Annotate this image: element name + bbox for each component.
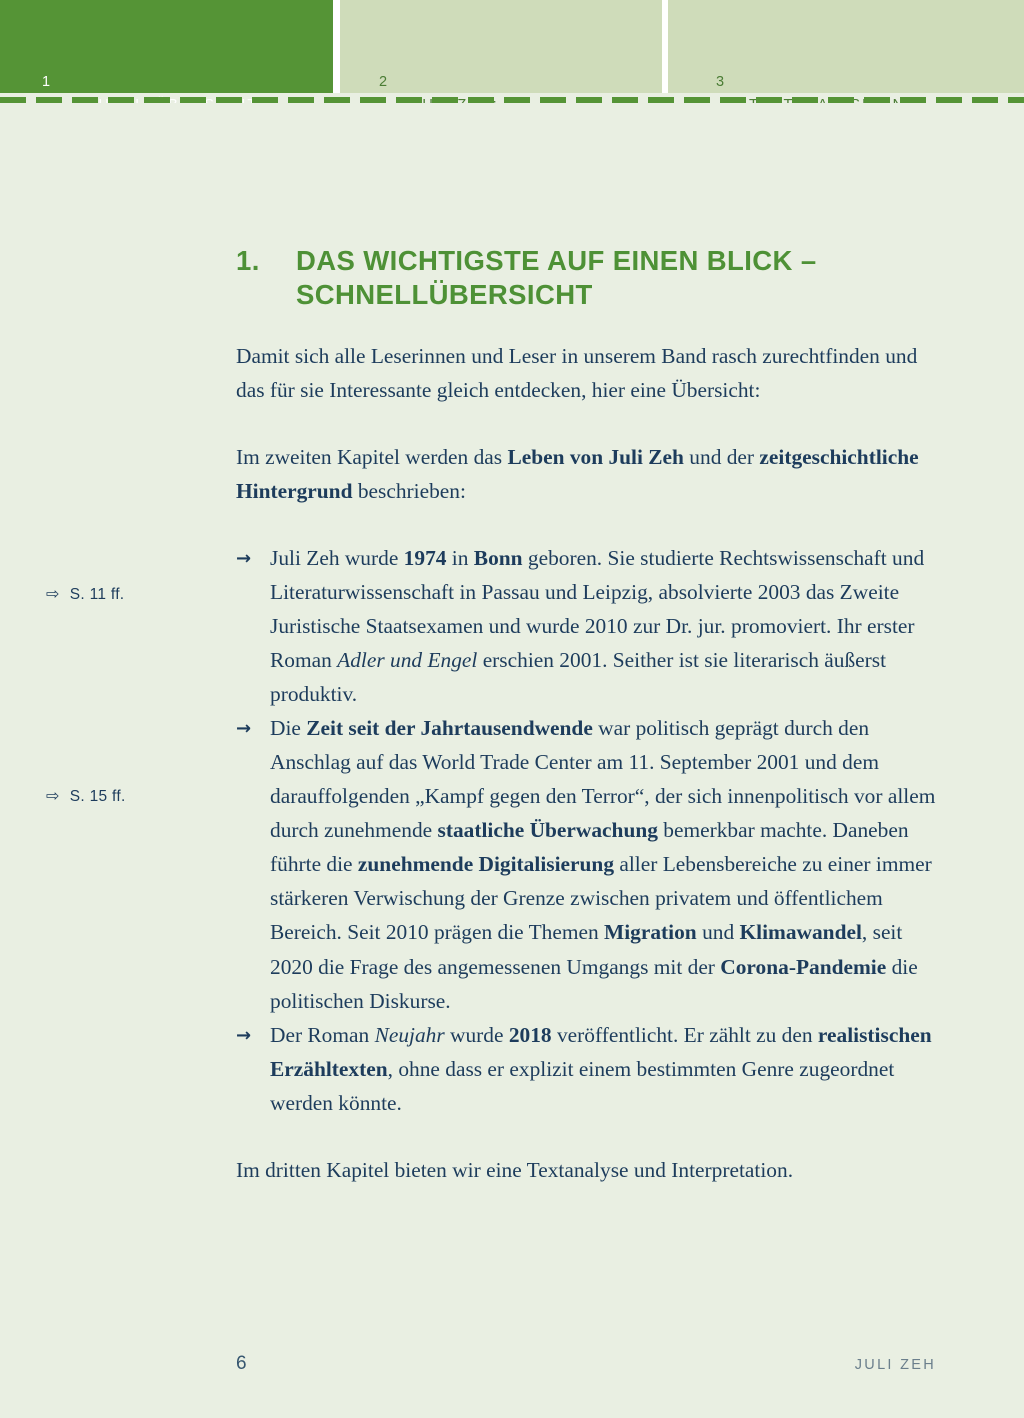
tab-number: 3 [716,73,727,90]
text-run-bold: Klimawandel [739,920,862,945]
margin-note-label: S. 11 ff. [69,586,125,603]
text-run: und [696,920,740,945]
text-run: Juli Zeh wurde [270,546,404,571]
text-run: veröffentlicht. Er zählt zu den [551,1022,818,1047]
bullet-list [236,541,936,1120]
main-content [236,339,936,1187]
text-run-bold: 1974 [403,546,447,571]
margin-note-page-ref[interactable] [46,786,231,806]
tab-number: 1 [42,73,53,90]
chapter-title-text: DAS WICHTIGSTE AUF EINEN BLICK – SCHNELLÜBERSICHT [296,245,817,310]
text-run-bold: Corona-Pandemie [720,954,887,979]
text-run: Der Roman [270,1022,375,1047]
tab-number: 2 [379,73,390,90]
right-arrow-icon: → [236,718,252,740]
text-run-bold: 2018 [508,1022,552,1047]
text-run-bold: Migration [604,920,697,945]
right-arrow-icon: → [236,548,252,570]
text-run: Im zweiten Kapitel werden das [236,445,508,470]
text-run-bold: realistischen Erzähltexten [270,1022,932,1081]
margin-note-page-ref[interactable] [46,584,231,604]
chapter-number: 1. [236,245,260,276]
text-run: bemerkbar machte. Daneben führte die [270,818,909,877]
text-run: die politischen Diskurse. [270,954,918,1013]
text-run: erschien 2001. Seither ist sie literarisch äußerst produktiv. [270,648,887,707]
tab-schnelluebersicht[interactable] [0,0,333,93]
right-arrow-icon: → [236,1024,252,1046]
text-run: beschrieben: [352,479,466,504]
text-run: in [446,546,474,571]
text-run: war politisch geprägt durch den Anschlag auf das World Trade Center am 11. September 2001 und dem darauffolgenden „Kampf gegen den Terror“, der sich innenpolitisch vor allem durch zunehmende [270,716,936,843]
page-number: 6 [236,1353,247,1374]
closing-paragraph: Im dritten Kapitel bieten wir eine Textanalyse und Interpretation. [236,1157,794,1182]
text-run: Die [270,716,307,741]
chapter-tab-strip [0,0,1024,93]
text-run: aller Lebensbereiche zu einer immer stärkeren Verwischung der Grenze zwischen privatem und öffentlichem Bereich. Seit 2010 prägen die Themen [270,852,932,945]
text-run-bold: zeitgeschichtliche Hintergrund [236,445,919,504]
intro-paragraph-2 [236,440,936,508]
right-arrow-outline-icon: ⇨ [46,786,60,805]
tab-textanalyse-und-interpretation[interactable] [668,0,1024,93]
page-footer [0,1353,1024,1393]
intro-paragraph-1: Damit sich alle Leserinnen und Leser in unserem Band rasch zurechtfinden und das für sie Interessante gleich entdecken, hier eine Übersicht: [236,344,918,403]
list-item [236,541,936,711]
text-run: wurde [444,1022,509,1047]
text-run-bold: Bonn [473,546,523,571]
text-run-bold: staatliche Überwachung [437,818,658,843]
running-head: JULI ZEH [854,1357,936,1373]
right-arrow-outline-icon: ⇨ [46,584,60,603]
tab-juli-zeh-leben-und-werk[interactable] [340,0,662,93]
page-title [236,244,936,311]
text-run-italic: Neujahr [374,1022,445,1047]
text-run-bold: zunehmende Digitalisierung [357,852,615,877]
text-run-bold: Leben von Juli Zeh [507,445,684,470]
text-run: geboren. Sie studierte Rechtswissenschaft und Literaturwissenschaft in Passau und Leipzig, absolvierte 2003 das Zweite Juristische Staatsexamen und wurde 2010 zur Dr. jur. promoviert. Ihr erster Roman [270,546,925,673]
text-run: , ohne dass er explizit einem bestimmten Genre zugeordnet werden könnte. [270,1056,895,1115]
list-item [236,711,936,1017]
page-body [0,103,1024,1418]
margin-note-label: S. 15 ff. [69,788,126,805]
text-run-bold: Zeit seit der Jahrtausendwende [306,716,593,741]
text-run-italic: Adler und Engel [337,648,478,673]
text-run: und der [683,445,760,470]
text-run: , seit 2020 die Frage des angemessenen Umgangs mit der [270,920,903,979]
list-item [236,1018,936,1120]
